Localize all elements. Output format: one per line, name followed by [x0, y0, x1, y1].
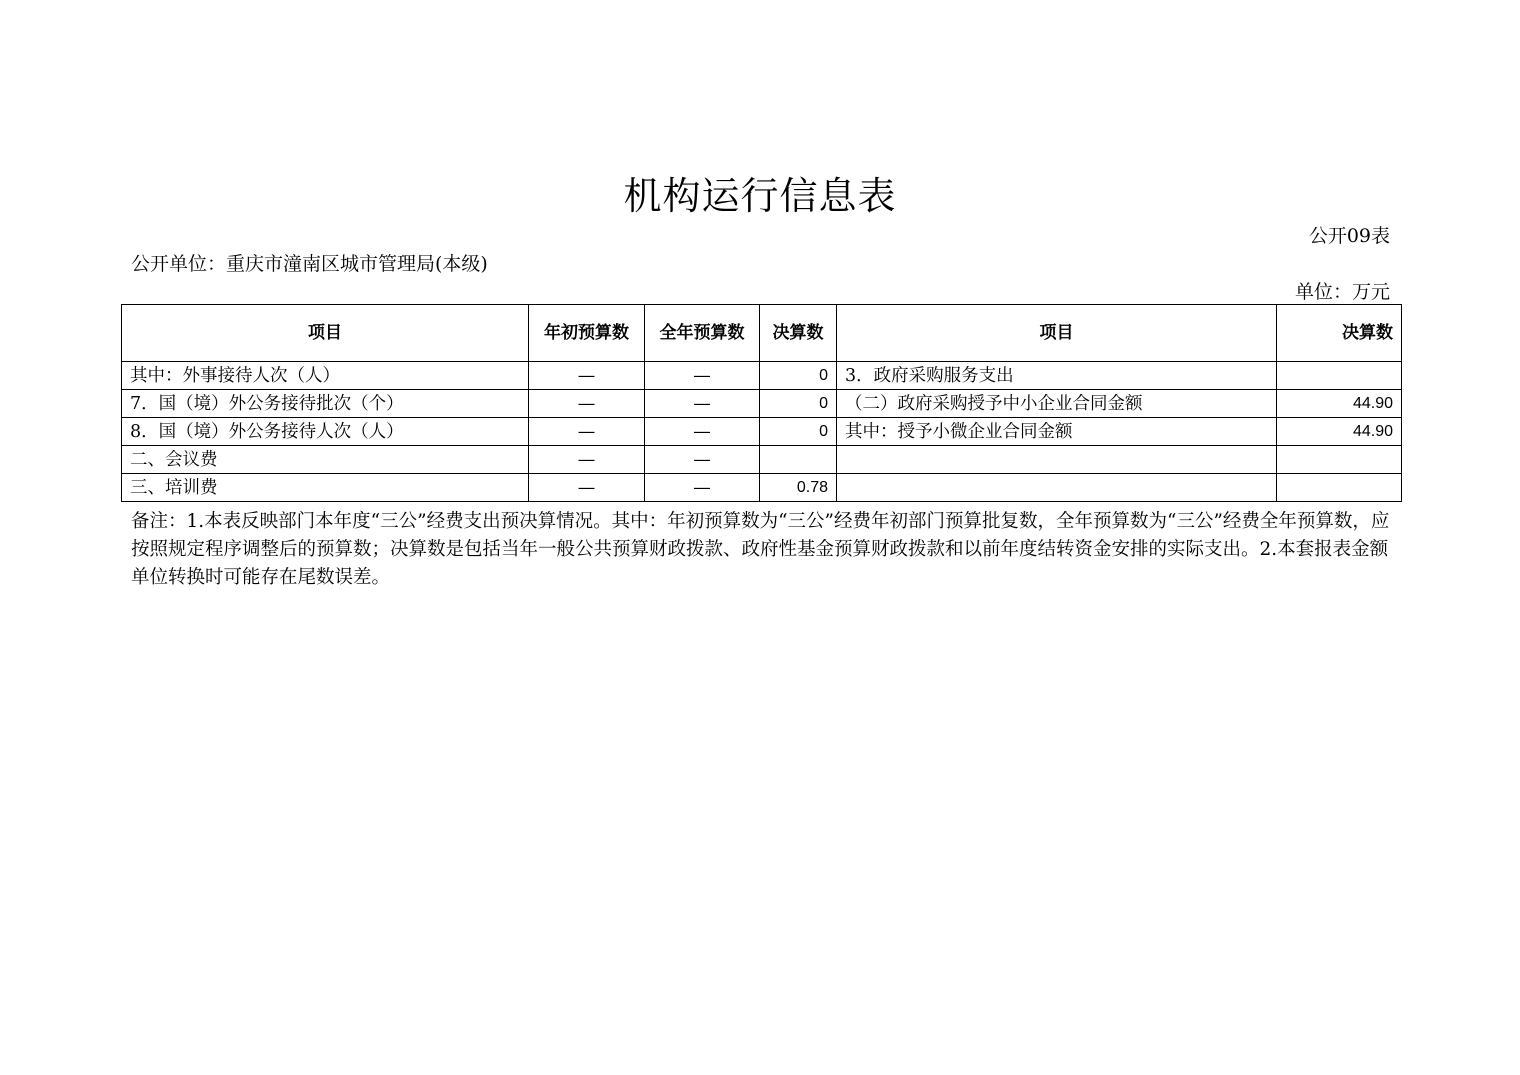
row-final-left	[760, 446, 837, 474]
row-item-right	[837, 474, 1277, 502]
row-budget-start: —	[529, 390, 645, 418]
row-final-right	[1277, 474, 1402, 502]
header-item-right: 项目	[837, 305, 1277, 362]
row-item-right: （二）政府采购授予中小企业合同金额	[837, 390, 1277, 418]
table-row	[122, 418, 1402, 446]
header-budget-full: 全年预算数	[645, 305, 760, 362]
row-item-left: 8．国（境）外公务接待人次（人）	[122, 418, 529, 446]
header-item-left: 项目	[122, 305, 529, 362]
row-item-left: 二、会议费	[122, 446, 529, 474]
table-header-row	[122, 305, 1402, 362]
row-final-left: 0	[760, 418, 837, 446]
header-final-right: 决算数	[1277, 305, 1402, 362]
footnote: 备注：1.本表反映部门本年度“三公”经费支出预决算情况。其中：年初预算数为“三公”经费年初部门预算批复数，全年预算数为“三公”经费全年预算数，应按照规定程序调整后的预算数；决算数是包括当年一般公共预算财政拨款、政府性基金预算财政拨款和以前年度结转资金安排的实际支出。2.本套报表金额单位转换时可能存在尾数误差。	[131, 511, 1390, 588]
row-final-right: 44.90	[1277, 390, 1402, 418]
money-unit: 单位：万元	[1294, 281, 1390, 303]
header-final-left: 决算数	[760, 305, 837, 362]
row-item-right	[837, 446, 1277, 474]
info-table	[121, 304, 1402, 502]
row-budget-full: —	[645, 362, 760, 390]
table-row	[122, 446, 1402, 474]
row-budget-start: —	[529, 362, 645, 390]
page-title: 机构运行信息表	[623, 174, 897, 218]
row-budget-full: —	[645, 390, 760, 418]
row-item-left: 三、培训费	[122, 474, 529, 502]
table-row	[122, 474, 1402, 502]
row-item-right: 3．政府采购服务支出	[837, 362, 1277, 390]
table-row	[122, 390, 1402, 418]
row-final-left: 0	[760, 362, 837, 390]
row-budget-start: —	[529, 474, 645, 502]
row-final-right: 44.90	[1277, 418, 1402, 446]
row-final-left: 0	[760, 390, 837, 418]
row-budget-full: —	[645, 446, 760, 474]
row-budget-full: —	[645, 474, 760, 502]
table-row	[122, 362, 1402, 390]
row-item-left: 7．国（境）外公务接待批次（个）	[122, 390, 529, 418]
row-item-right: 其中：授予小微企业合同金额	[837, 418, 1277, 446]
row-final-left: 0.78	[760, 474, 837, 502]
row-final-right	[1277, 362, 1402, 390]
row-item-left: 其中：外事接待人次（人）	[122, 362, 529, 390]
row-budget-full: —	[645, 418, 760, 446]
row-budget-start: —	[529, 446, 645, 474]
reporting-unit: 公开单位：重庆市潼南区城市管理局(本级)	[131, 253, 488, 275]
header-budget-start: 年初预算数	[529, 305, 645, 362]
form-number: 公开09表	[1308, 225, 1390, 247]
row-final-right	[1277, 446, 1402, 474]
row-budget-start: —	[529, 418, 645, 446]
